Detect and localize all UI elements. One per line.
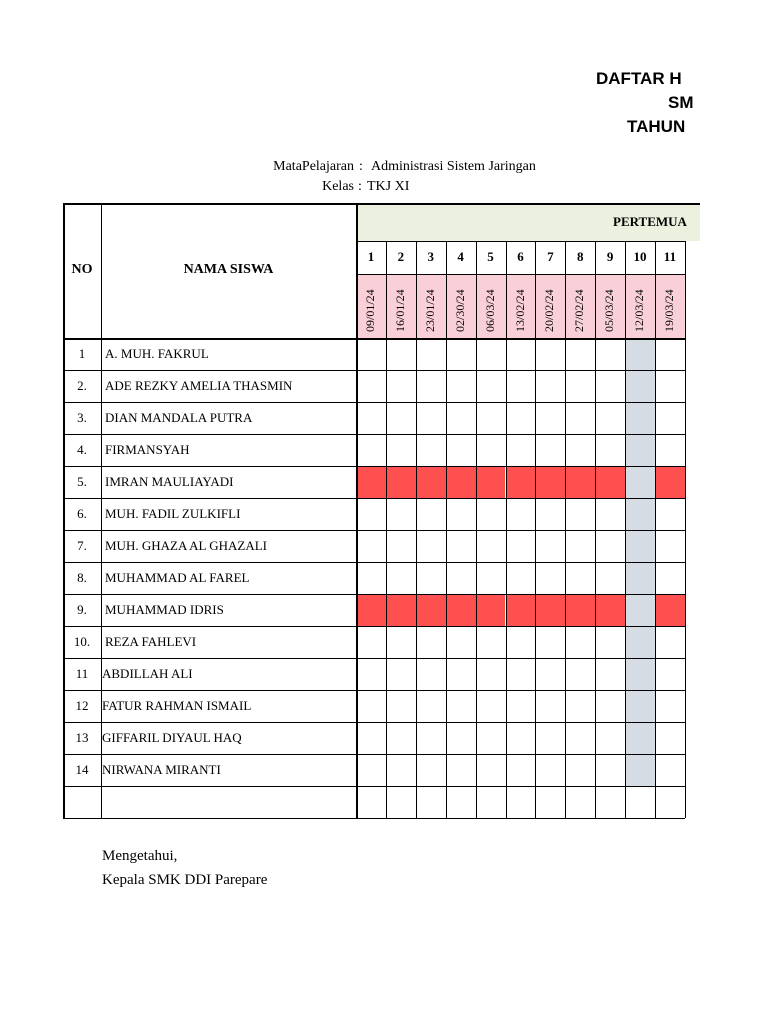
student-name: ADE REZKY AMELIA THASMIN: [105, 378, 293, 393]
student-name: MUHAMMAD AL FAREL: [105, 570, 250, 585]
grid-hline: [63, 754, 685, 755]
absent-cell: [356, 466, 386, 498]
meeting-date: 05/03/24: [602, 289, 617, 332]
grid-hline: [63, 370, 685, 371]
grid-hline: [63, 690, 685, 691]
student-number: 10.: [73, 634, 91, 649]
meeting-number: 2: [397, 249, 405, 264]
grid-vline: [386, 241, 387, 818]
grid-vline: [595, 241, 596, 818]
grid-hline: [63, 203, 700, 205]
absent-cell: [416, 466, 446, 498]
student-name: IMRAN MAULIAYADI: [105, 474, 234, 489]
footer-principal: Kepala SMK DDI Parepare: [102, 872, 268, 888]
meeting-date: 12/03/24: [632, 289, 647, 332]
grid-vline: [535, 241, 536, 818]
student-name: MUH. FADIL ZULKIFLI: [105, 506, 241, 521]
meeting-date: 23/01/24: [422, 289, 437, 332]
subject-value: Administrasi Sistem Jaringan: [371, 159, 536, 174]
grid-vline: [625, 241, 626, 818]
student-number: 8.: [77, 570, 87, 585]
grid-vline: [655, 241, 656, 818]
student-name: FATUR RAHMAN ISMAIL: [102, 698, 252, 713]
student-number: 4.: [77, 442, 87, 457]
class-separator: :: [358, 179, 362, 194]
meeting-number: 8: [576, 249, 584, 264]
absent-cell: [535, 466, 565, 498]
meeting-number: 3: [427, 249, 434, 264]
student-number: 3.: [77, 410, 87, 425]
student-name: GIFFARIL DIYAUL HAQ: [102, 730, 242, 745]
meeting-number: 7: [547, 249, 554, 264]
grid-hline: [63, 498, 685, 499]
absent-cell: [446, 466, 476, 498]
meeting-date: 09/01/24: [363, 289, 377, 332]
grid-hline: [63, 818, 685, 819]
absent-cell: [506, 466, 536, 498]
grid-hline: [63, 594, 685, 595]
grid-hline: [356, 241, 685, 242]
document-title-line3: TAHUN: [627, 117, 686, 136]
student-number: 9.: [77, 602, 87, 617]
absent-cell: [535, 594, 565, 626]
absent-cell: [565, 594, 595, 626]
absent-cell: [386, 466, 416, 498]
absent-cell: [595, 466, 625, 498]
absent-cell: [476, 466, 506, 498]
absent-cell: [446, 594, 476, 626]
grid-hline: [63, 434, 685, 435]
grid-vline: [565, 241, 566, 818]
grid-vline: [356, 203, 358, 818]
student-name: DIAN MANDALA PUTRA: [105, 410, 253, 425]
absent-cell: [655, 594, 685, 626]
student-number: 5.: [77, 474, 87, 489]
meeting-number: 11: [663, 249, 677, 264]
grid-hline: [63, 338, 685, 340]
student-number: 1: [78, 346, 86, 361]
grid-hline: [63, 658, 685, 659]
student-number: 12: [75, 698, 89, 713]
meeting-date: 27/02/24: [572, 289, 587, 332]
absent-cell: [506, 594, 536, 626]
column-header-nama: NAMA SISWA: [183, 262, 274, 277]
grid-hline: [63, 786, 685, 787]
meeting-date: 13/02/24: [512, 289, 527, 332]
meeting-number: 1: [367, 249, 375, 264]
meeting-date: 20/02/24: [542, 289, 557, 332]
grid-vline: [446, 241, 447, 818]
grid-hline: [356, 274, 685, 275]
grid-vline: [416, 241, 417, 818]
absent-cell: [386, 594, 416, 626]
grid-hline: [63, 722, 685, 723]
student-number: 11: [75, 666, 89, 681]
student-name: ABDILLAH ALI: [102, 666, 193, 681]
student-name: MUH. GHAZA AL GHAZALI: [105, 538, 268, 553]
document-title-line1: DAFTAR H: [596, 69, 682, 88]
absent-cell: [655, 466, 685, 498]
meeting-number: 10: [633, 249, 647, 264]
student-number: 14: [75, 762, 89, 777]
absent-cell: [565, 466, 595, 498]
meeting-number: 4: [457, 249, 464, 264]
student-number: 6.: [77, 506, 87, 521]
absent-cell: [595, 594, 625, 626]
grid-hline: [63, 562, 685, 563]
meeting-number: 5: [487, 249, 494, 264]
class-value: TKJ XI: [367, 179, 410, 194]
student-name: MUHAMMAD IDRIS: [105, 602, 224, 617]
grid-vline: [506, 241, 507, 818]
student-number: 13: [75, 730, 89, 745]
meeting-date: 16/01/24: [392, 289, 407, 332]
class-label: Kelas: [322, 179, 354, 194]
meeting-date: 02/30/24: [452, 289, 467, 332]
student-number: 7.: [77, 538, 87, 553]
subject-label: MataPelajaran: [273, 159, 354, 174]
grid-hline: [63, 402, 685, 403]
grid-hline: [63, 530, 685, 531]
footer-acknowledge: Mengetahui,: [102, 848, 178, 864]
student-name: NIRWANA MIRANTI: [102, 762, 221, 777]
column-header-pertemuan: PERTEMUA: [613, 214, 687, 229]
absent-cell: [356, 594, 386, 626]
grid-vline: [685, 241, 686, 818]
grid-vline: [101, 203, 102, 818]
grid-hline: [63, 466, 685, 467]
student-name: A. MUH. FAKRUL: [105, 346, 209, 361]
student-name: REZA FAHLEVI: [105, 634, 197, 649]
absent-cell: [476, 594, 506, 626]
grid-hline: [63, 626, 685, 627]
absent-cell: [416, 594, 446, 626]
document-title-line2: SM: [668, 93, 694, 112]
student-number: 2.: [77, 378, 87, 393]
meeting-date: 06/03/24: [482, 289, 497, 332]
student-name: FIRMANSYAH: [105, 442, 190, 457]
column-header-no: NO: [71, 262, 93, 277]
meeting-date: 19/03/24: [662, 289, 676, 332]
meeting-number: 6: [517, 249, 524, 264]
subject-separator: :: [359, 159, 363, 174]
grid-vline: [476, 241, 477, 818]
meeting-number: 9: [606, 249, 614, 264]
